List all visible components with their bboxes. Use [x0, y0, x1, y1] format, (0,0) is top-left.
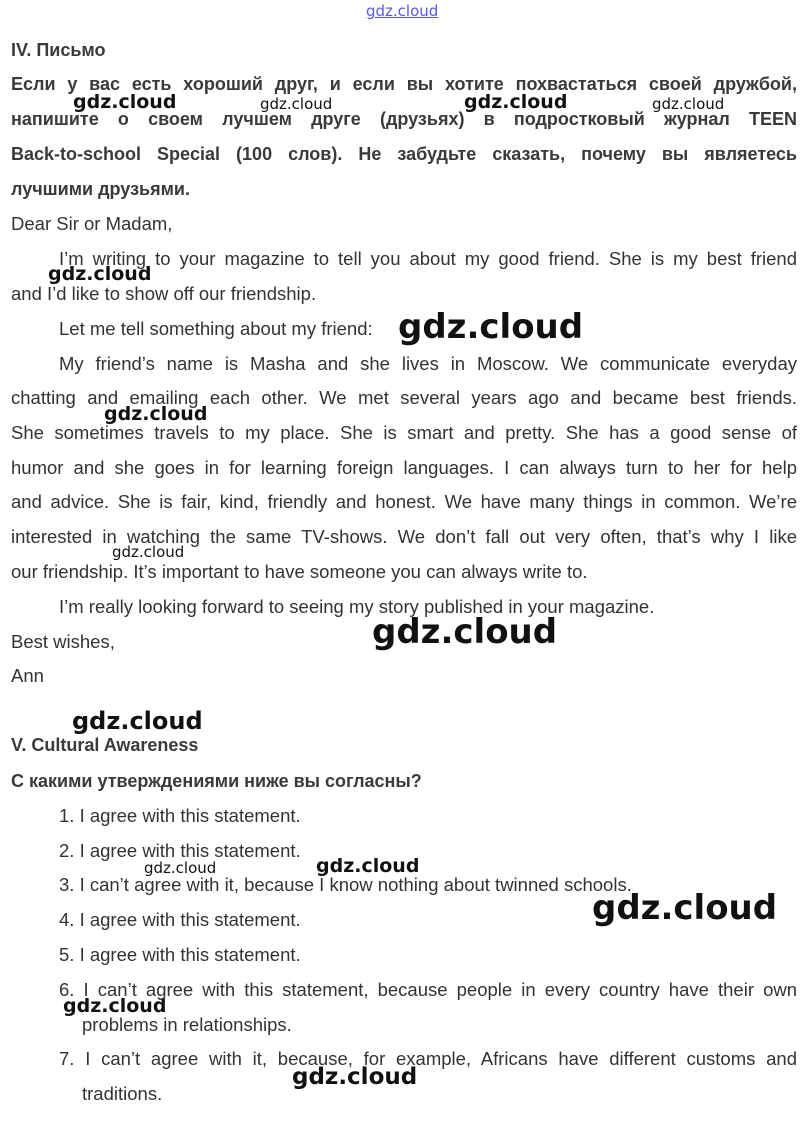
list-number: 5. [59, 944, 75, 965]
watermark: gdz.cloud [73, 91, 177, 113]
list-number: 4. [59, 909, 75, 930]
list-text: I can’t agree with this statement, because people in every country have their own [83, 979, 798, 1000]
list-text-continued: traditions. [82, 1083, 163, 1104]
letter-line: I’m writing to your magazine to tell you about my good friend. She is my best friend [59, 248, 797, 269]
letter-line: our friendship. It’s important to have someone you can always write to. [11, 561, 588, 582]
watermark: gdz.cloud [372, 612, 558, 652]
section-question: С какими утверждениями ниже вы согласны? [11, 771, 422, 791]
watermark: gdz.cloud [316, 855, 420, 877]
letter-line: chatting and emailing each other. We met several years ago and became best friends. [11, 387, 797, 408]
letter-line: Let me tell something about my friend: [59, 318, 373, 339]
list-number: 2. [59, 840, 75, 861]
watermark-top: gdz.cloud [366, 2, 439, 20]
section-heading: V. Cultural Awareness [11, 735, 199, 755]
letter-signature: Ann [11, 665, 44, 686]
letter-closing: Best wishes, [11, 631, 115, 652]
list-text: I can’t agree with it, because I know nothing about twinned schools. [79, 874, 632, 895]
section-heading: IV. Письмо [11, 40, 106, 60]
list-item [59, 909, 301, 931]
list-number: 7. [59, 1048, 75, 1069]
watermark: gdz.cloud [652, 95, 725, 113]
list-item [59, 840, 301, 862]
list-item [59, 944, 301, 966]
watermark: gdz.cloud [398, 307, 584, 347]
watermark: gdz.cloud [144, 859, 217, 877]
watermark: gdz.cloud [592, 888, 778, 928]
watermark: gdz.cloud [72, 707, 203, 735]
list-text: I agree with this statement. [79, 840, 301, 861]
watermark: gdz.cloud [260, 95, 333, 113]
letter-line: She sometimes travels to my place. She is smart and pretty. She has a good sense of [11, 422, 797, 443]
letter-line: and I’d like to show off our friendship. [11, 283, 317, 304]
letter-line: humor and she goes in for learning foreign languages. I can always turn to her for help [11, 457, 797, 478]
watermark: gdz.cloud [464, 91, 568, 113]
watermark: gdz.cloud [48, 263, 152, 285]
list-text: I agree with this statement. [79, 944, 301, 965]
letter-line: My friend’s name is Masha and she lives in Moscow. We communicate everyday [59, 353, 797, 374]
list-item [59, 1048, 797, 1070]
letter-line: interested in watching the same TV-shows. We don’t fall out very often, that’s why I like [11, 526, 797, 547]
task-line: Back-to-school Special (100 слов). Не забудьте сказать, почему вы являетесь [11, 144, 797, 164]
letter-line: and advice. She is fair, kind, friendly and honest. We have many things in common. We’re [11, 491, 797, 512]
list-text: I agree with this statement. [79, 909, 301, 930]
task-line: лучшими друзьями. [11, 179, 190, 199]
watermark: gdz.cloud [104, 403, 208, 425]
list-number: 3. [59, 874, 75, 895]
list-item [59, 805, 301, 827]
list-text: I can’t agree with it, because, for example, Africans have different customs and [85, 1048, 798, 1069]
list-number: 1. [59, 805, 75, 826]
watermark: gdz.cloud [292, 1064, 418, 1090]
list-number: 6. [59, 979, 75, 1000]
task-line: напишите о своем лучшем друге (друзьях) в подростковый журнал TEEN [11, 109, 797, 129]
list-item [59, 874, 632, 896]
list-item [59, 979, 797, 1001]
watermark: gdz.cloud [63, 995, 167, 1017]
list-text: I agree with this statement. [79, 805, 301, 826]
letter-line: I’m really looking forward to seeing my story published in your magazine. [59, 596, 655, 617]
letter-greeting: Dear Sir or Madam, [11, 213, 173, 234]
watermark: gdz.cloud [112, 543, 185, 561]
list-text-continued: problems in relationships. [82, 1014, 292, 1035]
task-line: Если у вас есть хороший друг, и если вы хотите похвастаться своей дружбой, [11, 74, 797, 94]
